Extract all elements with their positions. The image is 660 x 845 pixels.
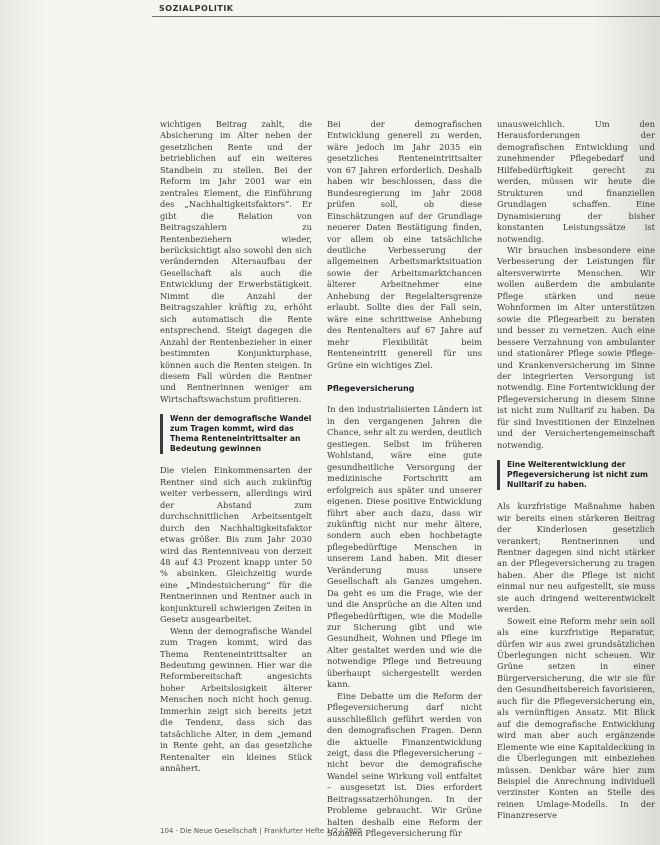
paragraph: unausweichlich. Um den Herausforderungen der demografischen Entwicklung und zunehmender Pflegebedarf und Hilfebedürftigkeit gerecht zu werden, müssen wir heute die Strukturen und finanziellen Grundlagen schaffen. Eine Dynamisierung der bisher konstanten Leistungssätze ist notwendig. [497, 119, 655, 244]
paragraph: Eine Debatte um die Reform der Pflegeversicherung darf nicht ausschließlich geführt werden von den demografischen Fragen. Denn die aktuelle Finanzentwicklung zeigt, dass die Pflegeversicherung – nicht bevor die demografische Wandel seine Wirkung voll entfaltet – ausgesetzt ist. Dies erfordert Beitragssatzerhöhungen. In der Probleme gebraucht. Wir Grüne halten deshalb eine Reform der Sozialen Pflegeversicherung für [327, 690, 482, 839]
paragraph: In den industrialisierten Ländern ist in den vergangenen Jahren die Chance, sehr alt zu werden, deutlich gestiegen. Selbst im früheren Wohlstand, wäre eine gute gesundheitliche Versorgung der medizinische Fortschritt am erfolgreich aus später und unserer eigenen. Diese positive Entwicklung führt aber auch dazu, dass wir zukünftig nicht nur mehr ältere, sondern auch eben hochbetagte pflegebedürftige Menschen in unserem Land haben. Mit dieser Veränderung muss unsere Gesellschaft als Ganzes umgehen. Da geht es um die Frage, wie der und die Ansprüche an die Alten und Pflegebedürftigen, wie die Modelle zur Sicherung gibt und wie Gesundheit, Wohnen und Pflege im Alter gestaltet werden und wie die notwendige Pflege und Betreuung überhaupt sichergestellt werden kann. [327, 404, 482, 690]
column-2 [327, 119, 482, 840]
column-1 [160, 119, 312, 775]
paragraph: Soweit eine Reform mehr sein soll als eine kurzfristige Reparatur, dürfen wir aus zwei grundsätzlichen Überlegungen nicht scheuen. Wir Grüne setzen in einer Bürgerversicherung, die wir sie für den Gesundheitsbereich favorisieren, auch für die Pflegeversicherung ein, als vernünftigen Ansatz. Mit Blick auf die demografische Entwicklung wird man aber auch ergänzende Elemente wie eine Kapitaldeckung in die Überlegungen mit einbeziehen müssen. Denkbar wäre hier zum Beispiel die Anrechnung individuell verzinster Konten an Stelle des reinen Umlage-Modells. In der Finanzreserve [497, 615, 655, 821]
paragraph: Bei der demografischen Entwicklung generell zu werden, wäre jedoch im Jahr 2035 ein gesetzliches Renteneintrittsalter von 67 Jahren erforderlich. Deshalb haben wir beschlossen, dass die Bundesregierung im Jahr 2008 prüfen soll, ob diese Einschätzungen auf der Grundlage neuerer Daten Bestätigung finden, vor allem ob eine tatsächliche deutliche Verbesserung der allgemeinen Arbeitsmarktsituation sowie der Arbeitsmarktchancen älterer Arbeitnehmer eine Anhebung der Regelaltersgrenze erlaubt. Sollte dies der Fall sein, wäre eine schrittweise Anhebung des Rentenalters auf 67 Jahre auf mehr Flexibilität beim Renteneintritt generell für uns Grüne ein wichtiges Ziel. [327, 119, 482, 370]
paragraph: wichtigen Beitrag zahlt, die Absicherung im Alter neben der gesetzlichen Rente und der betrieblichen auf ein weiteres Standbein zu stellen. Bei der Reform im Jahr 2001 war ein zentrales Element, die Einführung des „Nachhaltigkeitsfaktors“. Er gibt die Relation von Beitragszahlern zu Rentenbeziehern wieder, berücksichtigt also sowohl den sich verändernden Altersaufbau der Gesellschaft als auch die Entwicklung der Erwerbstätigkeit. Nimmt die Anzahl der Beitragszahler kräftig zu, erhöht sich automatisch die Rente entsprechend. Steigt dagegen die Anzahl der Rentenbezieher in einer bestimmten Konjunkturphase, können auch die Renten steigen. In diesem Fall würden die Rentner und Rentnerinnen weniger am Wirtschaftswachstum profitieren. [160, 119, 312, 404]
header-rule [152, 16, 660, 17]
paragraph: Wenn der demografische Wandel zum Tragen kommt, wird das Thema Renteneintrittsalter an Bedeutung gewinnen. Hier war die Reformbereitschaft angesichts hoher Arbeitslosigkeit älterer Menschen noch nicht hoch genug. Immerhin zeigt sich bereits jetzt die Tendenz, dass sich das tatsächliche Alter, in dem „jemand in Rente geht, an das gesetzliche Rentenalter ein kleines Stück annähert. [160, 625, 312, 774]
section-running-head: SOZIALPOLITIK [159, 4, 234, 13]
pull-quote: Eine Weiterentwicklung der Pflegeversicherung ist nicht zum Nulltarif zu haben. [497, 460, 655, 490]
section-heading: Pflegeversicherung [327, 383, 415, 393]
page-footer-folio: 104 · Die Neue Gesellschaft | Frankfurter Hefte 1/2 | 2005 [160, 827, 363, 835]
paragraph: Wir brauchen insbesondere eine Verbesserung der Leistungen für altersverwirrte Menschen. Wir wollen außerdem die ambulante Pflege stärken und neue Wohnformen im Alter unterstützen sowie die Pflegearbeit zu beraten und besser zu vernetzen. Auch eine bessere Verzahnung von ambulanter und stationärer Pflege sowie Pflege- und Krankenversicherung im Sinne der integrierten Versorgung ist notwendig. Eine Fortentwicklung der Pflegeversicherung in diesem Sinne ist nicht zum Nulltarif zu haben. Da für sind Investitionen der Einzelnen und der Versichertengemeinschaft notwendig. [497, 244, 655, 450]
column-3 [497, 119, 655, 822]
pull-quote: Wenn der demografische Wandel zum Tragen kommt, wird das Thema Renteneintrittsalter an Bedeutung gewinnen [160, 414, 312, 454]
paragraph: Als kurzfristige Maßnahme haben wir bereits einen stärkeren Beitrag der Kinderlosen gesetzlich verankert; Rentnerinnen und Rentner dagegen sind nicht stärker an der Pflegeversicherung zu tragen haben. Aber die Pflege ist nicht einmal nur neu aufgestellt, sie muss sie auch dringend weiterentwickelt werden. [497, 501, 655, 615]
paragraph: Die vielen Einkommensarten der Rentner sind sich auch zukünftig weiter verbessern, allerdings wird der Abstand zum durchschnittlichen Arbeitsentgelt durch den Nachhaltigkeitsfaktor etwas größer. Bis zum Jahr 2030 wird das Rentenniveau von derzeit 48 auf 43 Prozent knapp unter 50 % absinken. Gleichzeitig wurde eine „Mindestsicherung“ für die Rentnerinnen und Rentner auch in konjunkturell schwierigen Zeiten in Gesetz ausgearbeitet. [160, 465, 312, 625]
